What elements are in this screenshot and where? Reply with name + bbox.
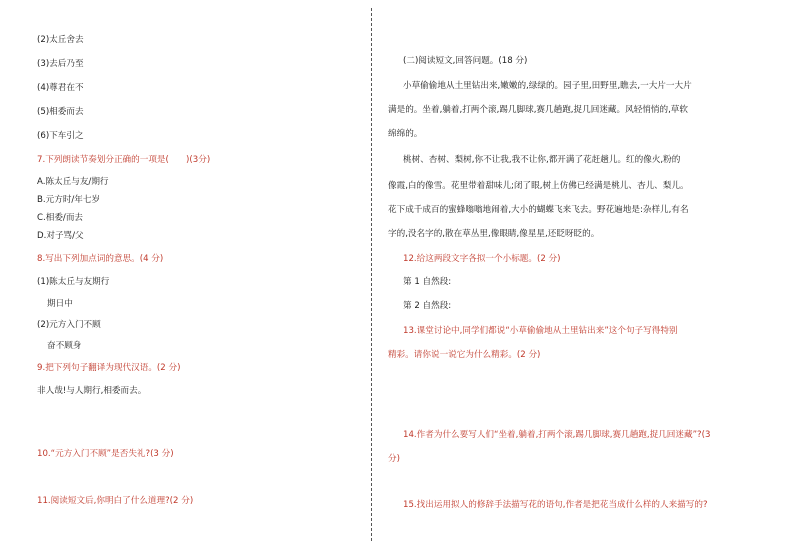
q6-item-5: (5)相委而去 [37,107,84,117]
q7-option-a: A.陈太丘与友/期行 [37,177,109,187]
column-divider [371,8,372,541]
question-11: 11.阅读短文后,你明白了什么道理?(2 分) [37,496,194,506]
q8-item-2-word: 奋不顾身 [47,341,82,351]
passage-line-5: 像霞,白的像雪。花里带着甜味儿;闭了眼,树上仿佛已经满是桃儿、杏儿、梨儿。 [388,181,689,191]
passage-line-6: 花下成千成百的蜜蜂嗡嗡地闹着,大小的蝴蝶飞来飞去。野花遍地是:杂样儿,有名 [388,205,689,215]
passage-line-7: 字的,没名字的,散在草丛里,像眼睛,像星星,还眨呀眨的。 [388,229,600,239]
passage-line-2: 满是的。坐着,躺着,打两个滚,踢几脚球,赛几趟跑,捉几回迷藏。风轻悄悄的,草软 [388,105,688,115]
q6-item-4: (4)尊君在不 [37,83,84,93]
q8-item-1: (1)陈太丘与友期行 [37,277,110,287]
passage-line-1: 小草偷偷地从土里钻出来,嫩嫩的,绿绿的。园子里,田野里,瞧去,一大片一大片 [403,81,692,91]
q8-item-2: (2)元方入门不顾 [37,320,101,330]
question-13-line-2: 精彩。请你说一说它为什么精彩。(2 分) [388,350,541,360]
q6-item-3: (3)去后乃至 [37,59,84,69]
q6-item-6: (6)下车引之 [37,131,84,141]
question-14-line-1: 14.作者为什么要写人们“坐着,躺着,打两个滚,踢几脚球,赛几趟跑,捉几回迷藏”?(3 [403,430,711,440]
question-13-line-1: 13.课堂讨论中,同学们都说“小草偷偷地从土里钻出来”这个句子写得特别 [403,326,678,336]
question-9: 9.把下列句子翻译为现代汉语。(2 分) [37,363,181,373]
q9-sentence: 非人哉!与人期行,相委而去。 [37,386,147,396]
q7-option-b: B.元方时/年七岁 [37,195,101,205]
section-title: (二)阅读短文,回答问题。(18 分) [403,56,528,66]
question-10: 10.“元方入门不顾”是否失礼?(3 分) [37,449,174,459]
question-7: 7.下列朗读节奏划分正确的一项是( )(3分) [37,155,211,165]
q6-item-2: (2)太丘舍去 [37,35,84,45]
question-8: 8.写出下列加点词的意思。(4 分) [37,254,164,264]
q7-option-c: C.相委/而去 [37,213,84,223]
question-14-line-2: 分) [388,454,400,464]
q8-item-1-word: 期日中 [47,299,73,309]
q12-paragraph-1: 第 1 自然段: [403,277,452,287]
question-12: 12.给这两段文字各拟一个小标题。(2 分) [403,254,561,264]
passage-line-3: 绵绵的。 [388,129,423,139]
passage-line-4: 桃树、杏树、梨树,你不让我,我不让你,都开满了花赶趟儿。红的像火,粉的 [403,155,681,165]
q12-paragraph-2: 第 2 自然段: [403,301,452,311]
question-15: 15.找出运用拟人的修辞手法描写花的语句,作者是把花当成什么样的人来描写的? [403,500,708,510]
q7-option-d: D.对子骂/父 [37,231,84,241]
